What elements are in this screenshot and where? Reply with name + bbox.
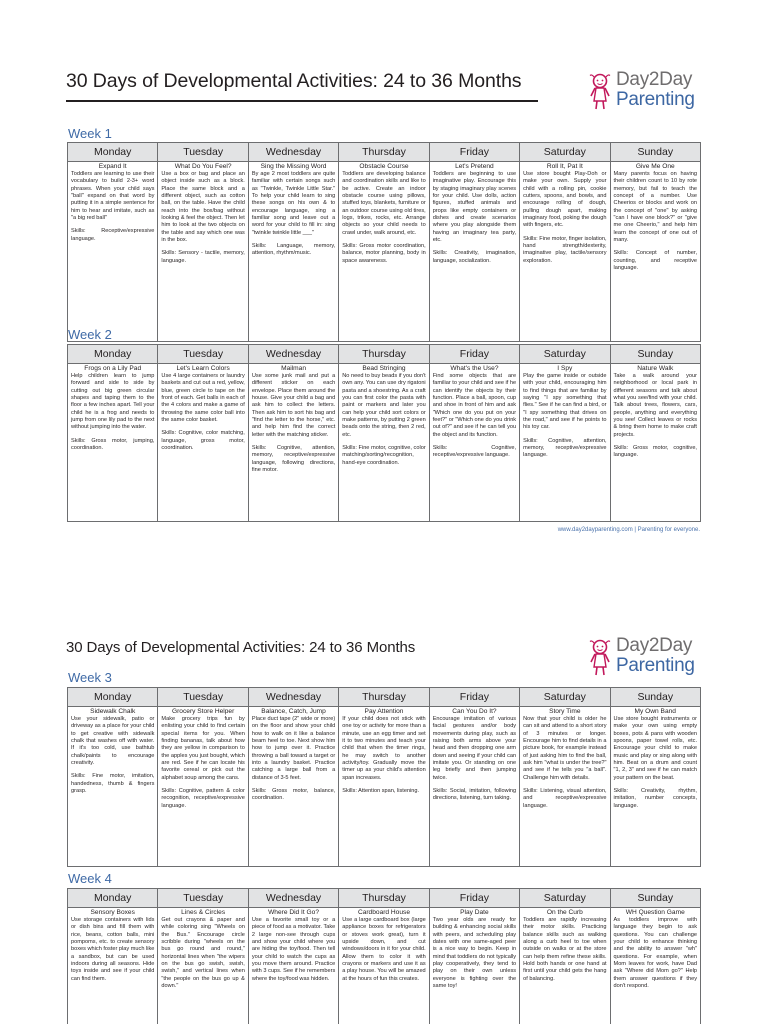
activity-skills: Skills: Listening, visual attention, and receptive/expressive language. — [523, 788, 607, 809]
activity-cell — [248, 908, 338, 1024]
day-header: Friday — [429, 889, 519, 908]
activity-skills: Skills: Cognitive, pattern & color recognition, receptive/expressive language. — [161, 788, 245, 809]
activity-title: Roll It, Pat It — [546, 163, 583, 170]
activity-cell — [520, 707, 610, 867]
activity-skills: Skills: Fine motor, imitation, handedness, thumb & fingers grasp. — [71, 773, 155, 795]
activity-skills: Skills: Fine motor, finger isolation, hand strength/dexterity, imaginative play, tactile/sensory exploration. — [523, 235, 607, 264]
day-header: Sunday — [610, 688, 700, 707]
activity-cell — [248, 364, 338, 522]
activity-title: Sensory Boxes — [90, 909, 135, 916]
day-header: Tuesday — [158, 688, 248, 707]
activity-title: On the Curb — [546, 909, 583, 916]
activity-title: Play Date — [460, 909, 489, 916]
day-header: Saturday — [520, 143, 610, 162]
activity-cell — [610, 707, 700, 867]
day-header: Thursday — [339, 345, 429, 364]
activity-description: Toddlers are beginning to use imaginative play. Encourage this by staging imaginary play scenes for your child. Use dolls, action figures, stuffed animals and props like empty containers or dishes and create scenarios where you play alongside them having an imaginary tea party, etc. — [432, 171, 517, 244]
activity-cell — [520, 364, 610, 522]
activity-description: Many parents focus on having their children count to 10 by rote memory, but fail to teach the concept of a number. Use Cheerios or blocks and work on the concept of "one" by asking "can I have one block?" or "give me one Cheerio," and help him learn the concept of one out of many. — [613, 171, 697, 244]
child-logo-icon — [587, 638, 613, 678]
day2day-parenting-logo — [587, 70, 695, 112]
day-header: Thursday — [339, 143, 429, 162]
activity-title: What Do You Feel? — [174, 163, 232, 170]
activity-title: Pay Attention — [364, 708, 404, 715]
activity-description: Use store bought instruments or make your own using empty boxes, pots & pans with wooden spoons, paper towel rolls, etc. Encourage your child to make music and play or sing along with him. Beat on a drum and count "1, 2, 3" and see if he can match your pattern on the beat. — [613, 716, 697, 781]
activity-title: Where Did It Go? — [268, 909, 320, 916]
day-header: Tuesday — [158, 889, 248, 908]
activity-cell — [520, 162, 610, 342]
day-header: Wednesday — [248, 688, 338, 707]
footer-website-link[interactable]: www.day2dayparenting.com | Parenting for everyone. — [557, 527, 700, 533]
day-header: Tuesday — [158, 345, 248, 364]
activity-description: Use a favorite small toy or a piece of food as a motivator. Take 2 large non-see through cups and show your child where you are hiding the toy/food. Then tell your child to watch the cups as you move them around. Practice with 3 cups. See if he remembers where the toy/food was hidden. — [251, 917, 336, 982]
weekday-header-row — [68, 345, 701, 364]
activity-row — [68, 908, 701, 1024]
day-header: Friday — [429, 143, 519, 162]
activity-description: Use a large cardboard box (large appliance boxes for refrigerators or stoves work great), turn it upside down, and cut windows/doors in it for your child. Allow them to color it with crayons or markers and use it as a play house. You will be amazed at the hours of fun this creates. — [342, 917, 426, 982]
activity-cell — [248, 707, 338, 867]
activity-description: Use 4 large containers or laundry baskets and cut out a red, yellow, blue, green circle to tape on the front of each. Get balls in each of the 4 colors and make a game of throwing the same color ball into the same color basket. — [161, 373, 245, 424]
activity-cell — [610, 162, 700, 342]
activity-title: WH Question Game — [625, 909, 685, 916]
activity-skills: Skills: Sensory - tactile, memory, language. — [161, 250, 245, 264]
week-label: Week 1 — [68, 126, 112, 141]
day2day-parenting-logo — [587, 636, 695, 678]
activity-title: Story Time — [549, 708, 581, 715]
activity-description: Take a walk around your neighborhood or local park in different seasons and talk about what you see/find with your child. Talk about trees, flowers, cars, people, anything and everything you see! Collect leaves or rocks & bring them home to make craft projects. — [613, 373, 697, 438]
activity-description: Toddlers are developing balance and coordination skills and like to be active. Create an indoor obstacle course using pillows, stuffed toys, blankets, furniture or an outdoor course using old tires, logs, trikes, rocks, etc. Arrange objects so your child needs to crawl under, walk around, etc. — [342, 171, 426, 236]
logo-text-day2day: Day2Day — [616, 635, 693, 656]
weekday-header-row — [68, 688, 701, 707]
activity-description: Toddlers are rapidly increasing their motor skills. Practicing balance skills such as walking along a curb heel to toe when outside on walks or at the store can help them refine these skills. Hold both hands or one hand at first until your child gets the hang of balancing. — [523, 917, 607, 982]
day-header: Friday — [429, 688, 519, 707]
activity-description: Make grocery trips fun by enlisting your child to find certain special items for you. When finding bananas, talk about how they are yellow in comparison to the apples you just bought, which are red. See if he can locate his favorite cereal or pick out the alphabet soup among the cans. — [161, 716, 245, 781]
activity-description: Toddlers are learning to use their vocabulary to build 2-3+ word phrases. When your child says "ball" expand on that word by putting it in a simple sentence for him to hear and imitate, such as "a big red ball" — [71, 171, 155, 222]
activity-skills: Skills: Receptive/expressive language. — [71, 228, 155, 242]
activity-cell — [68, 364, 158, 522]
activity-description: No need to buy beads if you don't own any. You can use dry rigatoni pasta and a shoestring. As a craft you can first color the pasta with paint or markers and later you can help your child sort colors or make patterns, by putting 2 green beads onto the string, then 2 red, etc. — [342, 373, 426, 438]
activity-description: Use some junk mail and put a different sticker on each envelope. Place them around the house. Give your child a bag and ask him to collect the letters. Then ask him to sort his bag and "find the letter to the horse," etc. and help him find the correct letter with the matching sticker. — [251, 373, 336, 438]
day-header: Wednesday — [248, 889, 338, 908]
week-label: Week 4 — [68, 871, 112, 886]
activity-row — [68, 707, 701, 867]
activity-skills: Skills: Gross motor, cognitive, language. — [613, 445, 697, 459]
activity-title: Let's Pretend — [455, 163, 494, 170]
page-title: 30 Days of Developmental Activities: 24 to 36 Months — [66, 70, 522, 92]
activity-description: Encourage imitation of various facial gestures and/or body movements during play, such as raising both arms above your head and then dropping one arm down and seeing if your child can imitate you. Or standing on one leg briefly and then jumping twice. — [432, 716, 517, 781]
weekday-header-row — [68, 889, 701, 908]
activity-description: Now that your child is older he can sit and attend to a short story of 3 minutes or longer. Encourage him to find details in a picture book, for example instead of just asking him to find the ball, ask him "what is under the tree?" and see if he tells you "a ball". Challenge him with details. — [523, 716, 607, 781]
day-header: Sunday — [610, 143, 700, 162]
activity-description: Use store bought Play-Doh or make your own. Supply your child with a rolling pin, cookie cutters, spoons, and bowls, and encourage rolling of dough, pulling dough apart, making imaginary food, poking the dough with fingers, etc. — [523, 171, 607, 229]
activity-description: If your child does not stick with one toy or activity for more than a minute, use an egg timer and set it to two minutes and teach your child that when the timer rings, he may switch to another activity/toy. Gradually move the timer up as your child's attention span increases. — [342, 716, 426, 781]
logo-text-day2day: Day2Day — [616, 69, 693, 90]
activity-cell — [158, 707, 248, 867]
activity-title: Expand It — [98, 163, 127, 170]
day-header: Sunday — [610, 889, 700, 908]
activity-cell — [520, 908, 610, 1024]
activity-description: Use your sidewalk, patio or driveway as a place for your child to get creative with sidewalk chalk that washes off with water. If it's too cold, use bathtub chalk/paints to encourage creativity. — [71, 716, 155, 767]
activity-cell — [158, 162, 248, 342]
activity-row — [68, 364, 701, 522]
day-header: Monday — [68, 345, 158, 364]
page-title: 30 Days of Developmental Activities: 24 to 36 Months — [66, 639, 416, 656]
day-header: Saturday — [520, 889, 610, 908]
activity-title: Obstacle Course — [359, 163, 409, 170]
day-header: Thursday — [339, 889, 429, 908]
activity-title: Let's Learn Colors — [176, 365, 230, 372]
day-header: Friday — [429, 345, 519, 364]
document-page-2 — [0, 612, 768, 1024]
activity-skills: Skills: Cognitive, color matching, language, gross motor, coordination. — [161, 430, 245, 452]
activity-skills: Skills: Concept of number, counting, and receptive language. — [613, 250, 697, 272]
activity-description: Two year olds are ready for building & enhancing social skills with peers, and scheduling play dates with one same-aged peer is a nice way to begin. Keep in mind that toddlers do not typically play cooperatively, they tend to play on their own unless everyone is fighting over the same toy! — [432, 917, 517, 990]
activity-cell — [158, 364, 248, 522]
activity-skills: Skills: Attention span, listening. — [342, 788, 420, 795]
activity-title: Balance, Catch, Jump — [261, 708, 326, 715]
activity-cell — [339, 908, 429, 1024]
day-header: Wednesday — [248, 143, 338, 162]
activity-description: Place duct tape (2" wide or more) on the floor and show your child how to walk on it like a balance beam heel to toe. Next show him how to jump over it. Practice throwing a ball toward a target or into a laundry basket. Practice catching a large ball from a distance of 3-5 feet. — [251, 716, 336, 781]
activity-cell — [429, 707, 519, 867]
day-header: Monday — [68, 889, 158, 908]
activity-title: Give Me One — [635, 163, 675, 170]
activity-description: Get out crayons & paper and while coloring sing "Wheels on the Bus." Encourage circle scribble during "wheels on the bus go round and round," horizontal lines when "the wipers on the bus go swish, swish, swish," and vertical lines when "the people on the bus go up & down." — [161, 917, 245, 990]
activity-title: Bead Stringing — [362, 365, 406, 372]
week-table — [67, 687, 701, 867]
activity-title: Lines & Circles — [181, 909, 226, 916]
activity-title: Frogs on a Lily Pad — [84, 365, 142, 372]
day-header: Saturday — [520, 345, 610, 364]
activity-description: By age 2 most toddlers are quite familiar with certain songs such as "Twinkle, Twinkle Little Star." To help your child learn to sing these songs on his own & to encourage language, sing a familiar song and leave out a word for your child to fill in: sing "twinkle twinkle little ___" — [251, 171, 336, 236]
activity-title: What's the Use? — [450, 365, 499, 372]
activity-description: Use storage containers with lids or dish bins and fill them with rice, beans, cotton balls, mini pompoms, etc. to create sensory boxes which foster play much like a sandbox, but can be used indoors during all seasons. Hide toys inside and see if your child can find them. — [71, 917, 155, 982]
activity-cell — [610, 364, 700, 522]
activity-skills: Skills: Cognitive, receptive/expressive language. — [432, 445, 517, 459]
activity-title: Sing the Missing Word — [260, 163, 327, 170]
activity-skills: Skills: Cognitive, attention, memory, receptive/expressive language. — [523, 437, 607, 459]
activity-skills: Skills: Creativity, imagination, language, socialization. — [432, 250, 517, 264]
activity-description: As toddlers improve with language they begin to ask questions. You can challenge your child to enhance thinking and the ability to answer "wh" questions. For example, when Mom leaves for work, have Dad ask "Where did Mom go?" Help them answer questions if they don't respond. — [613, 917, 697, 990]
activity-cell — [429, 364, 519, 522]
weekday-header-row — [68, 143, 701, 162]
activity-title: My Own Band — [634, 708, 676, 715]
activity-skills: Skills: Gross motor coordination, balance, motor planning, body in space awareness. — [342, 243, 426, 264]
activity-description: Help children learn to jump forward and side to side by cutting out big green circular shapes and taping them to the floor a few inches apart. Tell your child he is a frog and needs to jump from one lily pad to the next without jumping into the water. — [71, 373, 155, 431]
activity-description: Use a box or bag and place an object inside such as a block. Place the same block and a different object, such as cotton ball, on the table. Have the child reach into the box/bag without looking & feel the object. Then let him to look at the two objects on the table and say which one was in the box. — [161, 171, 245, 244]
activity-title: Can You Do It? — [452, 708, 497, 715]
day-header: Sunday — [610, 345, 700, 364]
activity-cell — [158, 908, 248, 1024]
week-label: Week 3 — [68, 670, 112, 685]
child-logo-icon — [587, 72, 613, 112]
activity-cell — [248, 162, 338, 342]
activity-skills: Skills: Gross motor, balance, coordination. — [251, 788, 336, 802]
day-header: Monday — [68, 688, 158, 707]
logo-text-parenting: Parenting — [616, 89, 695, 110]
activity-title: Grocery Store Helper — [171, 708, 235, 715]
day-header: Thursday — [339, 688, 429, 707]
activity-title: Cardboard House — [357, 909, 410, 916]
week-table — [67, 344, 701, 522]
logo-text-parenting: Parenting — [616, 655, 695, 676]
activity-cell — [429, 908, 519, 1024]
activity-skills: Skills: Social, imitation, following directions, listening, turn taking. — [432, 788, 517, 802]
day-header: Wednesday — [248, 345, 338, 364]
activity-skills: Skills: Cognitive, attention, memory, receptive/expressive language, following directions, fine motor. — [251, 445, 336, 474]
activity-cell — [68, 707, 158, 867]
activity-title: Mailman — [281, 365, 307, 372]
activity-title: I Spy — [557, 365, 573, 372]
activity-description: Find some objects that are familiar to your child and see if he can identify the objects by their function. Place a ball, spoon, cup and shoe in front of him and ask "Which one do you put on your feet?" or "Which one do you drink out of?" and see if he can tell you the object and its function. — [432, 373, 517, 438]
activity-cell — [68, 162, 158, 342]
week-table — [67, 142, 701, 342]
activity-cell — [429, 162, 519, 342]
activity-cell — [339, 162, 429, 342]
day-header: Saturday — [520, 688, 610, 707]
day-header: Monday — [68, 143, 158, 162]
activity-skills: Skills: Fine motor, cognitive, color matching/sorting/recognition, hand-eye coordination. — [342, 445, 426, 466]
week-label: Week 2 — [68, 327, 112, 342]
activity-skills: Skills: Gross motor, jumping, coordination. — [71, 437, 155, 452]
activity-title: Nature Walk — [637, 365, 674, 372]
activity-cell — [68, 908, 158, 1024]
activity-cell — [339, 364, 429, 522]
activity-cell — [610, 908, 700, 1024]
title-divider — [66, 100, 538, 102]
activity-row — [68, 162, 701, 342]
activity-description: Play the game inside or outside with your child, encouraging him to find things that are familiar by saying "I spy something that flies." See if he can find a bird, or "I spy something that drives on the road," and see if he points to his toy car. — [523, 373, 607, 431]
week-table — [67, 888, 701, 1024]
activity-skills: Skills: Language, memory, attention, rhythm/music. — [251, 243, 336, 257]
day-header: Tuesday — [158, 143, 248, 162]
activity-title: Sidewalk Chalk — [90, 708, 136, 715]
activity-cell — [339, 707, 429, 867]
activity-skills: Skills: Creativity, rhythm, imitation, number concepts, language. — [613, 788, 697, 809]
